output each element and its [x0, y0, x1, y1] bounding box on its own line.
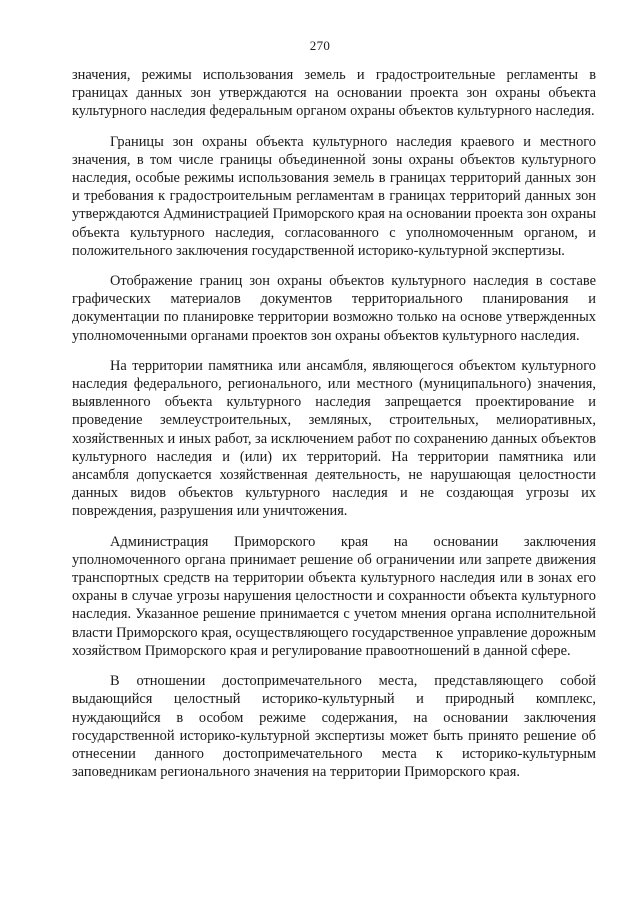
paragraph-3: Отображение границ зон охраны объектов культурного наследия в составе графических материалов документов территориального планирования и документации по планировке территории возможно только на основе утвержденных уполномоченными органами проектов зон охраны объектов культурного наследия.: [72, 273, 596, 344]
paragraph-5: Администрация Приморского края на основании заключения уполномоченного органа принимает решение об ограничении или запрете движения транспортных средств на территории объекта культурного наследия или в зонах его охраны в случае угрозы нарушения целостности и сохранности объекта культурного наследия. Указанное решение принимается с учетом мнения органа исполнительной власти Приморского края, осуществляющего государственное управление дорожным хозяйством Приморского края и регулирование правоотношений в данной сфере.: [72, 533, 596, 659]
page-number: 270: [309, 38, 331, 53]
paragraph-6: В отношении достопримечательного места, представляющего собой выдающийся целостный историко-культурный и природный комплекс, нуждающийся в особом режиме содержания, на основании заключения государственной историко-культурной экспертизы может быть принято решение об отнесении данного достопримечательного места к историко-культурным заповедникам регионального значения на территории Приморского края.: [72, 673, 596, 781]
paragraph-1: значения, режимы использования земель и градостроительные регламенты в границах данных зон утверждаются на основании проекта зон охраны объекта культурного наследия федеральным органом охраны объектов культурного наследия.: [72, 67, 596, 120]
paragraph-2: Границы зон охраны объекта культурного наследия краевого и местного значения, в том числе границы объединенной зоны охраны объектов культурного наследия, особые режимы использования земель в границах территорий данных зон и требования к градостроительным регламентам в границах территорий данных зон утверждаются Администрацией Приморского края на основании проекта зон охраны объекта культурного наследия, согласованного с уполномоченным органом, и положительного заключения государственной историко-культурной экспертизы.: [72, 133, 596, 259]
paragraph-4: На территории памятника или ансамбля, являющегося объектом культурного наследия федерального, регионального, или местного (муниципального) значения, выявленного объекта культурного наследия запрещается проектирование и проведение землеустроительных, земляных, строительных, мелиоративных, хозяйственных и иных работ, за исключением работ по сохранению данных объектов культурного наследия и (или) их территорий. На территории памятника или ансамбля допускается хозяйственная деятельность, не нарушающая целостности данных видов объектов культурного наследия и не создающая угрозы их повреждения, разрушения или уничтожения.: [72, 357, 596, 520]
document-body: [72, 66, 596, 793]
